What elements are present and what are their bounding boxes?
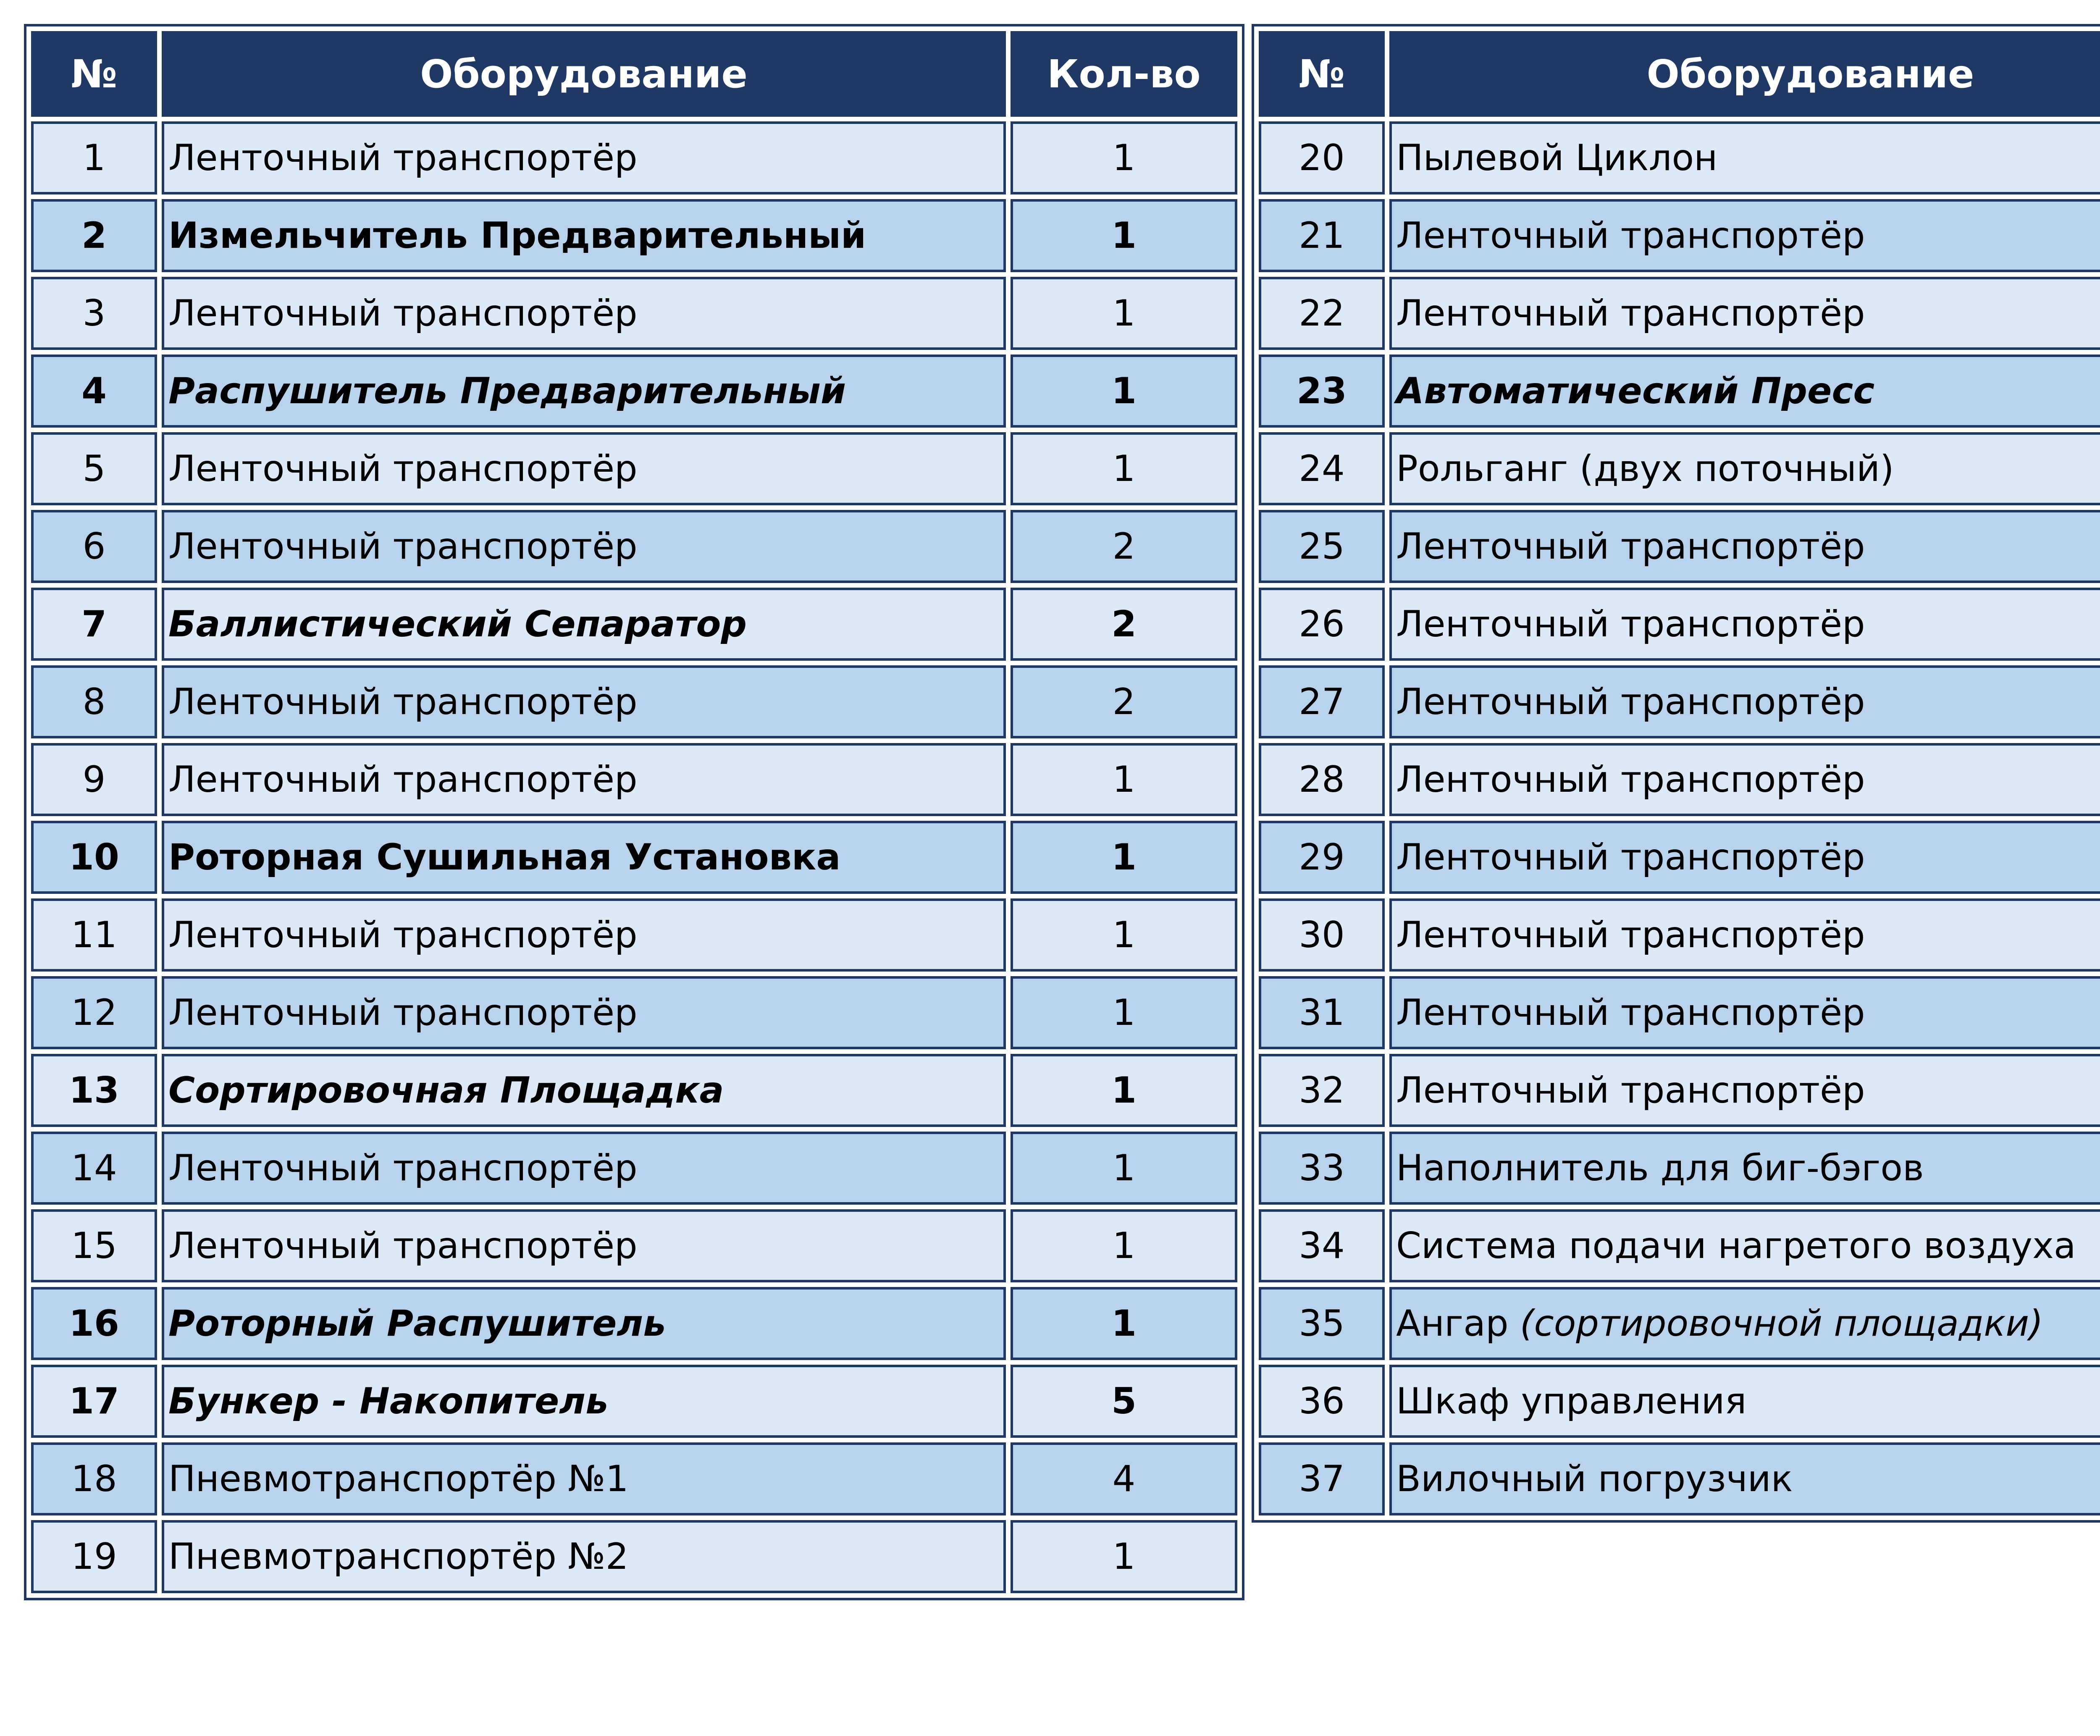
cell-number: 30 bbox=[1259, 898, 1385, 972]
table-row bbox=[1259, 898, 2100, 972]
table-row bbox=[1259, 355, 2100, 428]
cell-equipment: Ленточный транспортёр bbox=[162, 665, 1006, 738]
cell-number: 11 bbox=[31, 898, 157, 972]
cell-number: 19 bbox=[31, 1520, 157, 1593]
cell-number: 35 bbox=[1259, 1287, 1385, 1360]
cell-equipment: Ленточный транспортёр bbox=[162, 898, 1006, 972]
cell-quantity: 1 bbox=[1011, 355, 1237, 428]
cell-number: 22 bbox=[1259, 277, 1385, 350]
cell-number: 13 bbox=[31, 1054, 157, 1127]
cell-number: 23 bbox=[1259, 355, 1385, 428]
cell-number: 25 bbox=[1259, 510, 1385, 583]
table-row bbox=[1259, 1209, 2100, 1282]
cell-number: 31 bbox=[1259, 976, 1385, 1049]
cell-equipment: Ленточный транспортёр bbox=[1389, 898, 2100, 972]
cell-equipment: Измельчитель Предварительный bbox=[162, 199, 1006, 272]
header-number: № bbox=[1259, 31, 1385, 117]
cell-equipment bbox=[1389, 1287, 2100, 1360]
table-row bbox=[1259, 821, 2100, 894]
cell-equipment: Шкаф управления bbox=[1389, 1365, 2100, 1438]
table-row bbox=[1259, 510, 2100, 583]
cell-number: 17 bbox=[31, 1365, 157, 1438]
cell-equipment: Бункер - Накопитель bbox=[162, 1365, 1006, 1438]
table-row bbox=[31, 199, 1237, 272]
cell-quantity: 1 bbox=[1011, 976, 1237, 1049]
cell-equipment: Сортировочная Площадка bbox=[162, 1054, 1006, 1127]
table-row bbox=[31, 1132, 1237, 1205]
cell-number: 18 bbox=[31, 1442, 157, 1515]
table-row bbox=[31, 355, 1237, 428]
table-row bbox=[1259, 665, 2100, 738]
cell-quantity: 5 bbox=[1011, 1365, 1237, 1438]
cell-number: 26 bbox=[1259, 588, 1385, 661]
cell-number: 15 bbox=[31, 1209, 157, 1282]
table-row bbox=[31, 898, 1237, 972]
cell-equipment: Ленточный транспортёр bbox=[1389, 510, 2100, 583]
cell-number: 36 bbox=[1259, 1365, 1385, 1438]
cell-number: 16 bbox=[31, 1287, 157, 1360]
table-row bbox=[31, 277, 1237, 350]
cell-equipment: Пневмотранспортёр №1 bbox=[162, 1442, 1006, 1515]
cell-number: 2 bbox=[31, 199, 157, 272]
cell-quantity: 1 bbox=[1011, 821, 1237, 894]
cell-number: 21 bbox=[1259, 199, 1385, 272]
cell-quantity: 2 bbox=[1011, 588, 1237, 661]
table-row bbox=[31, 821, 1237, 894]
cell-equipment: Пылевой Циклон bbox=[1389, 121, 2100, 194]
cell-quantity: 1 bbox=[1011, 1054, 1237, 1127]
cell-equipment: Ленточный транспортёр bbox=[1389, 821, 2100, 894]
cell-quantity: 1 bbox=[1011, 121, 1237, 194]
cell-equipment: Автоматический Пресс bbox=[1389, 355, 2100, 428]
table-row bbox=[31, 121, 1237, 194]
cell-quantity: 2 bbox=[1011, 665, 1237, 738]
cell-quantity: 1 bbox=[1011, 898, 1237, 972]
cell-equipment: Ленточный транспортёр bbox=[1389, 588, 2100, 661]
table-header-row bbox=[31, 31, 1237, 117]
table-row bbox=[1259, 1054, 2100, 1127]
table-row bbox=[1259, 1442, 2100, 1515]
table-row bbox=[31, 588, 1237, 661]
cell-number: 14 bbox=[31, 1132, 157, 1205]
table-row bbox=[1259, 588, 2100, 661]
cell-equipment: Ленточный транспортёр bbox=[162, 1132, 1006, 1205]
table-row bbox=[31, 743, 1237, 816]
cell-equipment: Ленточный транспортёр bbox=[1389, 665, 2100, 738]
table-row bbox=[1259, 1287, 2100, 1360]
header-number: № bbox=[31, 31, 157, 117]
table-row bbox=[31, 976, 1237, 1049]
table-row bbox=[31, 1287, 1237, 1360]
cell-equipment: Система подачи нагретого воздуха bbox=[1389, 1209, 2100, 1282]
header-equipment: Оборудование bbox=[1389, 31, 2100, 117]
cell-equipment: Рольганг (двух поточный) bbox=[1389, 432, 2100, 505]
cell-quantity: 1 bbox=[1011, 743, 1237, 816]
table-row bbox=[1259, 1365, 2100, 1438]
cell-equipment: Ленточный транспортёр bbox=[162, 432, 1006, 505]
cell-equipment: Ленточный транспортёр bbox=[1389, 743, 2100, 816]
table-row bbox=[31, 1442, 1237, 1515]
cell-number: 12 bbox=[31, 976, 157, 1049]
cell-quantity: 1 bbox=[1011, 199, 1237, 272]
table-row bbox=[1259, 121, 2100, 194]
cell-number: 28 bbox=[1259, 743, 1385, 816]
header-equipment: Оборудование bbox=[162, 31, 1006, 117]
cell-equipment: Ленточный транспортёр bbox=[162, 510, 1006, 583]
header-quantity: Кол-во bbox=[1011, 31, 1237, 117]
cell-equipment: Ленточный транспортёр bbox=[1389, 199, 2100, 272]
cell-quantity: 1 bbox=[1011, 277, 1237, 350]
table-row bbox=[1259, 432, 2100, 505]
cell-number: 10 bbox=[31, 821, 157, 894]
cell-number: 20 bbox=[1259, 121, 1385, 194]
cell-number: 9 bbox=[31, 743, 157, 816]
table-row bbox=[31, 1209, 1237, 1282]
table-row bbox=[31, 665, 1237, 738]
equipment-note: (сортировочной площадки) bbox=[1520, 1303, 2043, 1345]
cell-equipment: Ленточный транспортёр bbox=[1389, 976, 2100, 1049]
cell-number: 24 bbox=[1259, 432, 1385, 505]
cell-quantity: 4 bbox=[1011, 1442, 1237, 1515]
cell-equipment: Роторный Распушитель bbox=[162, 1287, 1006, 1360]
table-row bbox=[1259, 743, 2100, 816]
cell-number: 29 bbox=[1259, 821, 1385, 894]
table-row bbox=[31, 432, 1237, 505]
table-row bbox=[31, 1520, 1237, 1593]
cell-number: 1 bbox=[31, 121, 157, 194]
cell-equipment: Ленточный транспортёр bbox=[162, 121, 1006, 194]
table-row bbox=[1259, 277, 2100, 350]
cell-number: 33 bbox=[1259, 1132, 1385, 1205]
cell-equipment: Ленточный транспортёр bbox=[1389, 277, 2100, 350]
cell-quantity: 1 bbox=[1011, 1287, 1237, 1360]
cell-equipment: Баллистический Сепаратор bbox=[162, 588, 1006, 661]
cell-equipment: Роторная Сушильная Установка bbox=[162, 821, 1006, 894]
table-header-row bbox=[1259, 31, 2100, 117]
cell-number: 8 bbox=[31, 665, 157, 738]
cell-number: 6 bbox=[31, 510, 157, 583]
table-row bbox=[1259, 1132, 2100, 1205]
equipment-table-right bbox=[1252, 24, 2100, 1523]
equipment-name: Ангар bbox=[1396, 1303, 1509, 1345]
cell-number: 4 bbox=[31, 355, 157, 428]
cell-quantity: 1 bbox=[1011, 1520, 1237, 1593]
cell-quantity: 1 bbox=[1011, 1132, 1237, 1205]
cell-quantity: 1 bbox=[1011, 1209, 1237, 1282]
cell-equipment: Ленточный транспортёр bbox=[162, 976, 1006, 1049]
cell-equipment: Ленточный транспортёр bbox=[162, 1209, 1006, 1282]
table-row bbox=[1259, 976, 2100, 1049]
cell-equipment: Наполнитель для биг-бэгов bbox=[1389, 1132, 2100, 1205]
cell-number: 32 bbox=[1259, 1054, 1385, 1127]
cell-number: 3 bbox=[31, 277, 157, 350]
cell-number: 34 bbox=[1259, 1209, 1385, 1282]
cell-equipment: Распушитель Предварительный bbox=[162, 355, 1006, 428]
cell-equipment: Ленточный транспортёр bbox=[162, 743, 1006, 816]
cell-equipment: Пневмотранспортёр №2 bbox=[162, 1520, 1006, 1593]
cell-equipment: Вилочный погрузчик bbox=[1389, 1442, 2100, 1515]
table-row bbox=[31, 1365, 1237, 1438]
table-row bbox=[31, 510, 1237, 583]
equipment-table-left bbox=[24, 24, 1244, 1600]
cell-number: 7 bbox=[31, 588, 157, 661]
cell-quantity: 1 bbox=[1011, 432, 1237, 505]
cell-number: 37 bbox=[1259, 1442, 1385, 1515]
cell-equipment: Ленточный транспортёр bbox=[162, 277, 1006, 350]
cell-quantity: 2 bbox=[1011, 510, 1237, 583]
table-row bbox=[1259, 199, 2100, 272]
cell-number: 27 bbox=[1259, 665, 1385, 738]
table-row bbox=[31, 1054, 1237, 1127]
cell-number: 5 bbox=[31, 432, 157, 505]
cell-equipment: Ленточный транспортёр bbox=[1389, 1054, 2100, 1127]
